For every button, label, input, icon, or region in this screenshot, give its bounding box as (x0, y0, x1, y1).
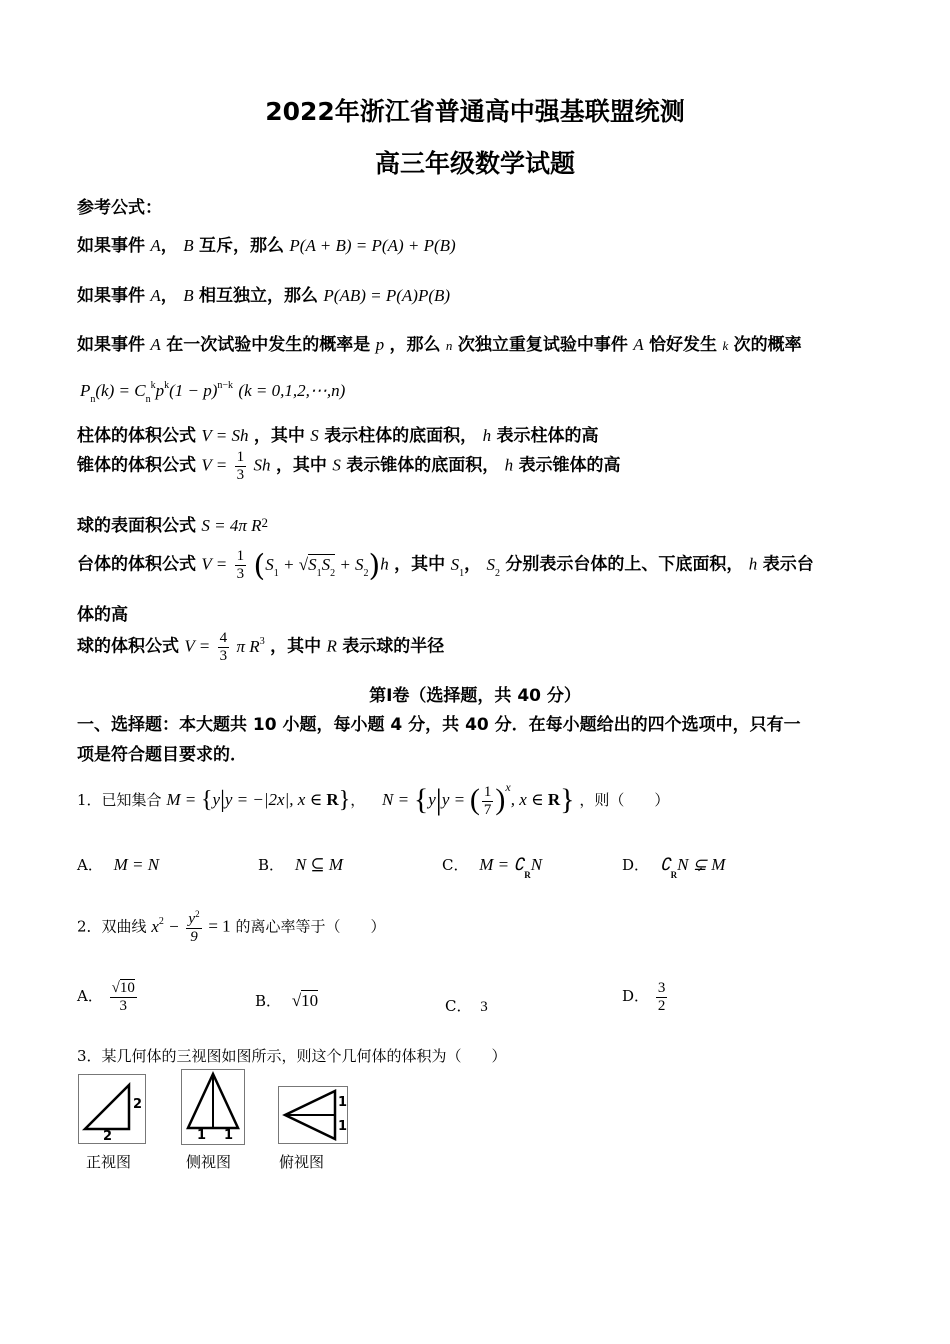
side-view-left-label: 1 (197, 1128, 207, 1143)
exam-title: 2022年浙江省普通高中强基联盟统测 (265, 97, 685, 126)
side-view-figure (181, 1069, 245, 1145)
formula-frustum-cont: 体的高 (77, 605, 128, 625)
top-view-triangle (279, 1087, 347, 1143)
top-view-caption: 俯视图 (279, 1153, 325, 1171)
side-view-triangle (182, 1070, 244, 1144)
formula-sphere-area: 球的表面积公式 S = 4π $R^2$ (77, 515, 269, 536)
section-instructions-line1: 一、选择题：本大题共 10 小题，每小题 4 分，共 40 分．在每小题给出的四个选项中，只有一 (77, 715, 801, 735)
question-2-option-a[interactable]: A． $\frac{√10}{3}$ (77, 980, 135, 1014)
formula-bernoulli-text: 如果事件 A 在一次试验中发生的概率是 p ，那么 n 次独立重复试验中事件 A 恰好发生 k 次的概率 (77, 335, 802, 355)
formulas-heading: 参考公式： (77, 198, 162, 218)
front-view-height-label: 2 (133, 1097, 143, 1112)
formula-bernoulli: $P_n(k) = C_n^kp^k(1 - p)^{n-k}$ (k = 0,1,2,⋯,n) (80, 380, 346, 405)
front-view-width-label: 2 (103, 1129, 113, 1144)
question-2-stem: 2．双曲线 $x^2$ − $\frac{y^2}{9}$ = 1 的离心率等于（ ） (77, 909, 386, 945)
top-view-upper-label: 1 (338, 1095, 348, 1110)
formula-cone-volume: 锥体的体积公式 V = $\frac{1}{3}$ Sh ，其中 S 表示锥体的底面积， h 表示锥体的高 (77, 449, 621, 483)
formula-sphere-volume: 球的体积公式 V = $\frac{4}{3}$ π $R^3$ ，其中 R 表示球的半径 (77, 630, 445, 664)
formula-prism-volume: 柱体的体积公式 V = Sh ，其中 S 表示柱体的底面积， h 表示柱体的高 (77, 426, 599, 446)
formula-independent: 如果事件 A， B 相互独立，那么 P(AB) = P(A)P(B) (77, 286, 451, 306)
question-1-option-a[interactable]: A． M = N (77, 855, 160, 874)
front-view-caption: 正视图 (86, 1153, 132, 1171)
front-view-figure (78, 1074, 146, 1144)
question-1-option-d[interactable]: D． $∁_RN$ ⊊ M (622, 855, 726, 880)
question-1-stem: 1．已知集合 M = {y|y = −|2x|, x ∈ R}， N = {y|y = ( $\frac{1}{7}$ )$^x$, x ∈ R} ，则（ ） (77, 780, 670, 818)
section-title: 第Ⅰ卷（选择题，共 40 分） (369, 686, 581, 706)
question-2-option-b[interactable]: B． √10 (255, 991, 319, 1010)
question-1-option-c[interactable]: C． $M = ∁_RN$ (442, 855, 543, 880)
top-view-figure (278, 1086, 348, 1144)
formula-mutually-exclusive: 如果事件 A， B 互斥，那么 P(A + B) = P(A) + P(B) (77, 236, 456, 256)
top-view-lower-label: 1 (338, 1119, 348, 1134)
formula-frustum-volume: 台体的体积公式 V = $\frac{1}{3}$ $(S_1 + √S_1S_2 + S_2)h$ ，其中 $S_1$， $S_2$ 分别表示台体的上、下底面积， h 表示台 (77, 548, 814, 584)
side-view-right-label: 1 (224, 1128, 234, 1143)
question-3-stem: 3．某几何体的三视图如图所示，则这个几何体的体积为（ ） (77, 1047, 507, 1065)
exam-subtitle: 高三年级数学试题 (374, 149, 575, 178)
question-2-option-c[interactable]: C． 3 (445, 997, 488, 1015)
section-instructions-line2: 项是符合题目要求的． (77, 745, 247, 765)
question-2-option-d[interactable]: D． $\frac{3}{2}$ (622, 980, 666, 1014)
side-view-caption: 侧视图 (186, 1153, 232, 1171)
question-1-option-b[interactable]: B． N ⊆ M (258, 855, 344, 874)
